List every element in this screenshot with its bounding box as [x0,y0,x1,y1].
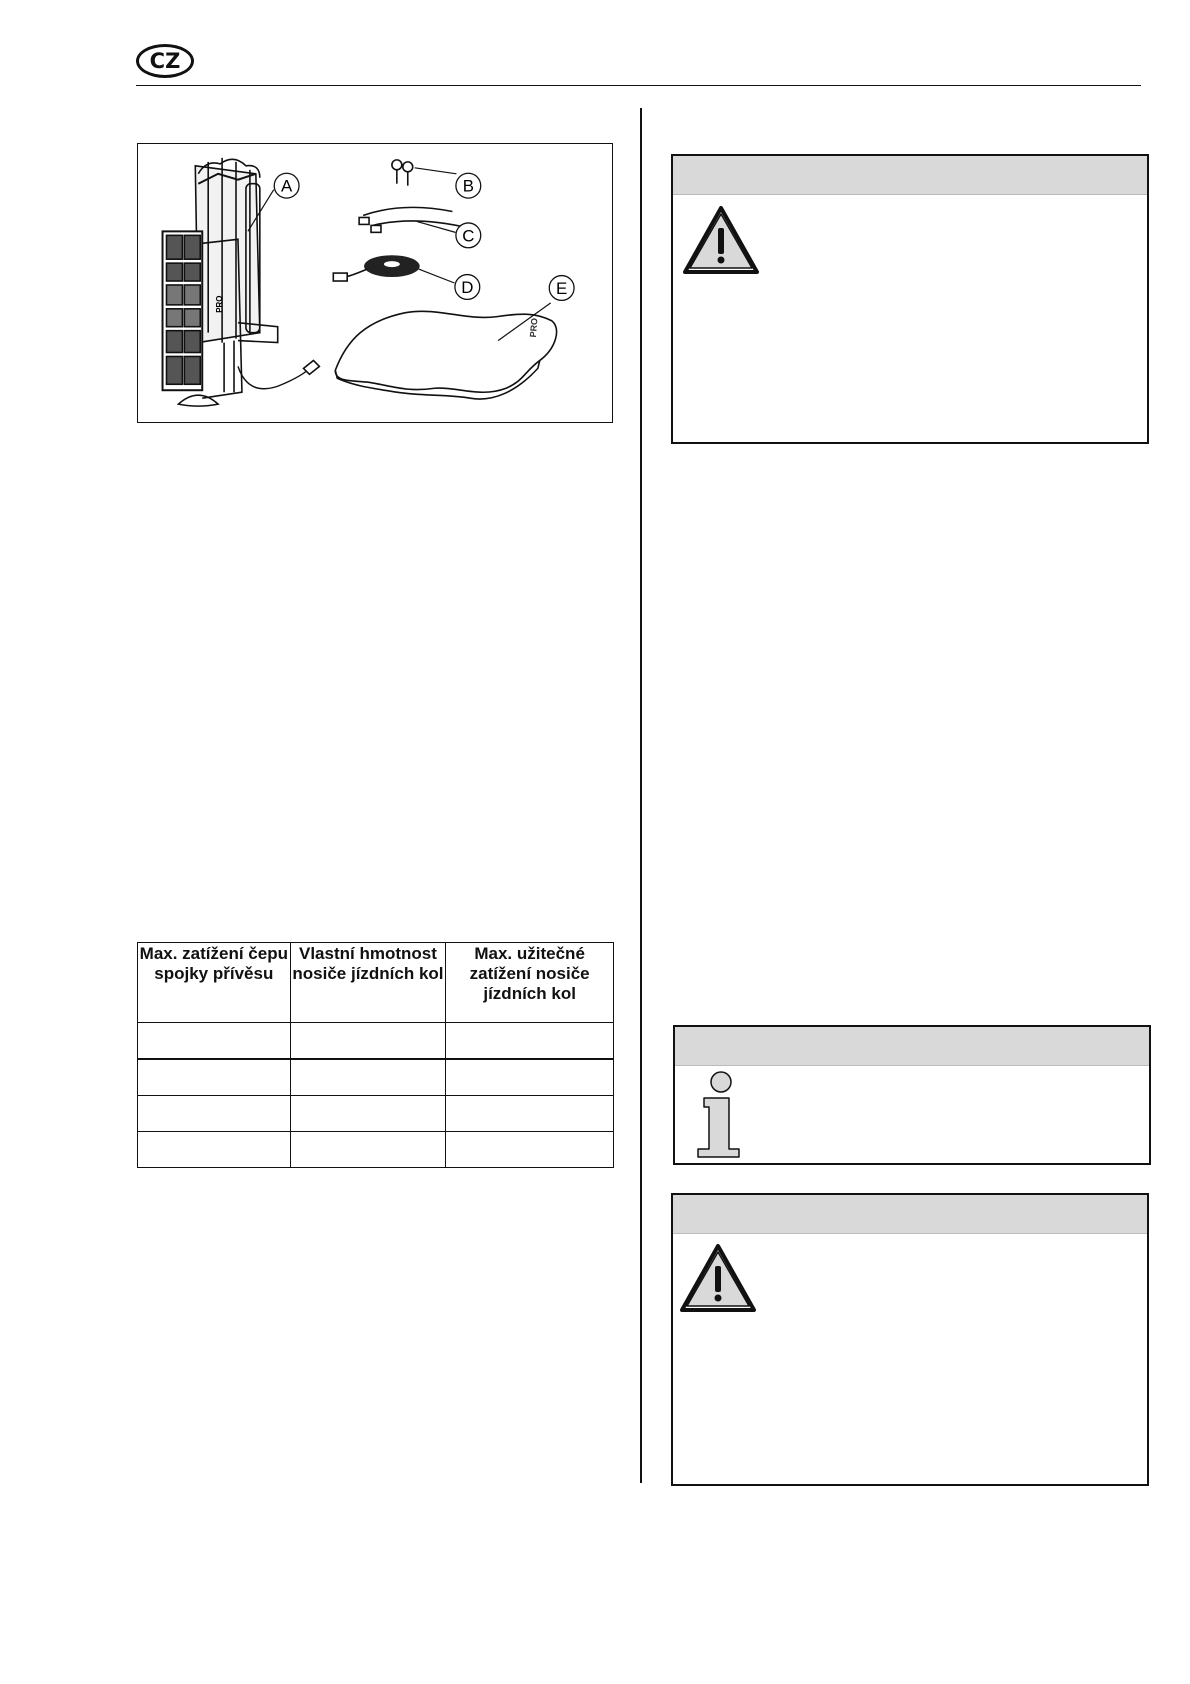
column-divider [640,108,642,1483]
warning-triangle-icon [678,1242,758,1314]
table-row [138,1096,614,1132]
table-row [138,1059,614,1096]
notice-title-bar [673,1195,1147,1234]
bag-product-logo: PRO [527,317,540,338]
table-header-row [138,943,614,1023]
table-cell [138,1059,291,1096]
callout-d-leader [419,269,455,283]
callout-d-label: D [461,277,474,297]
carrier-product-logo: PRO [215,295,225,313]
notice-title-bar [675,1027,1149,1066]
callout-a-label: A [281,176,293,196]
table-cell [290,1096,446,1132]
parts-illustration [138,144,612,422]
table-cell [446,1096,614,1132]
storage-bag-drawing [335,311,556,399]
table-cell [446,1132,614,1168]
table-cell [138,1096,291,1132]
notice-title-bar [673,156,1147,195]
screws-drawing [392,160,413,186]
load-spec-table [137,942,614,1168]
straps-drawing [359,207,466,232]
warning-notice [671,154,1149,444]
callout-e-label: E [556,278,568,298]
bike-carrier-drawing [163,158,320,406]
table-cell [290,1059,446,1096]
table-cell [290,1023,446,1060]
callout-b-label: B [462,176,474,196]
callout-b-leader [415,168,457,174]
table-cell [446,1059,614,1096]
table-row [138,1132,614,1168]
header-max-payload: Max. užitečné zatížení nosiče jízdních kol [446,943,614,1023]
table-cell [138,1132,291,1168]
info-icon [695,1071,751,1159]
cable-reel-drawing [333,255,419,281]
header-rule [136,85,1141,86]
table-cell [138,1023,291,1060]
header-max-coupling-load: Max. zatížení čepu spojky přívěsu [138,943,291,1023]
language-badge: CZ [136,44,194,78]
callout-c-label: C [462,226,475,246]
table-row [138,1023,614,1060]
warning-notice [671,1193,1149,1486]
table-cell [446,1023,614,1060]
info-notice [673,1025,1151,1165]
header-carrier-weight: Vlastní hmotnost nosiče jízdních kol [290,943,446,1023]
table-cell [290,1132,446,1168]
parts-figure [137,143,613,423]
warning-triangle-icon [681,204,761,276]
